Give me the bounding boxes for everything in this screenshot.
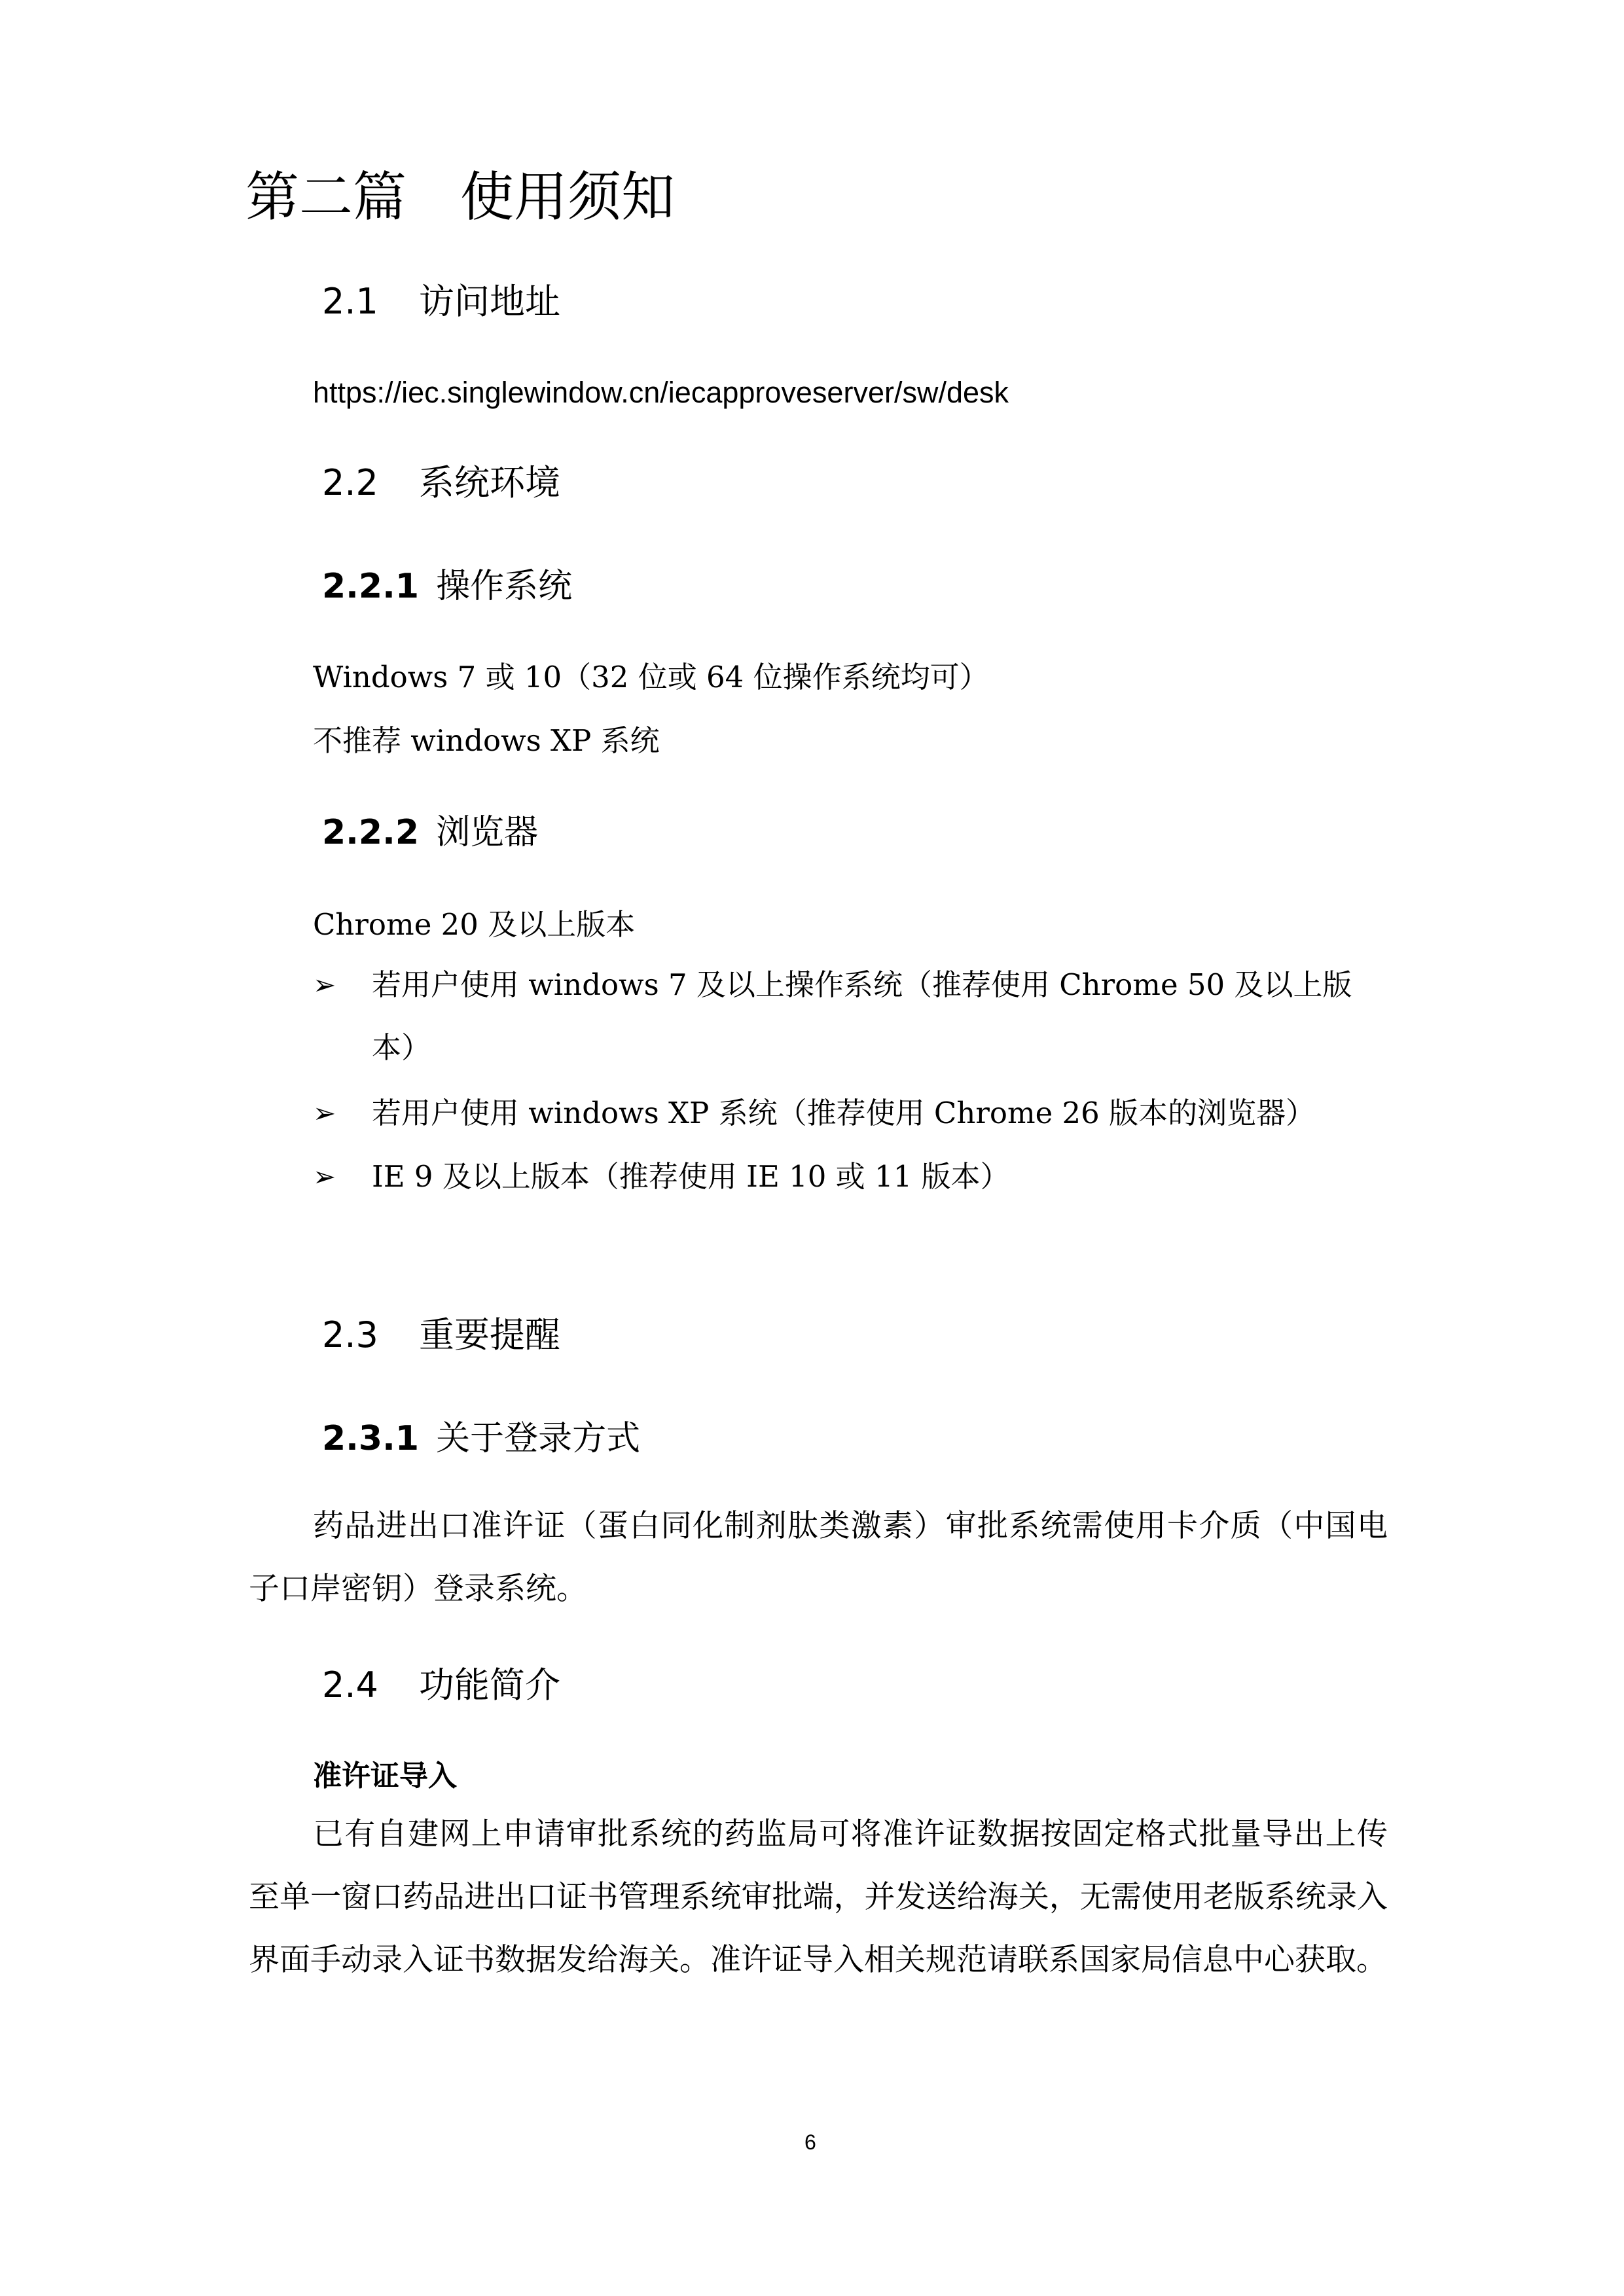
heading-number: 2.2.2 bbox=[322, 813, 420, 852]
heading-2-1 bbox=[322, 278, 560, 325]
heading-number: 2.2.1 bbox=[322, 567, 420, 606]
heading-text: 访问地址 bbox=[419, 281, 560, 322]
bullet-text: IE 9 及以上版本（推荐使用 IE 10 或 11 版本） bbox=[372, 1159, 1010, 1194]
browser-bullet-3 bbox=[313, 1145, 1393, 1208]
heading-number: 2.1 bbox=[322, 281, 378, 322]
bullet-text: 若用户使用 windows XP 系统（推荐使用 Chrome 26 版本的浏览器） bbox=[372, 1096, 1316, 1130]
heading-number: 2.4 bbox=[322, 1664, 378, 1706]
heading-number: 2.2 bbox=[322, 462, 378, 503]
bullet-arrow-icon: ➢ bbox=[313, 1160, 336, 1193]
heading-2-3 bbox=[322, 1312, 560, 1359]
browser-bullet-1 bbox=[313, 954, 1393, 1079]
bullet-arrow-icon: ➢ bbox=[313, 969, 336, 1001]
heading-2-2-2 bbox=[322, 810, 538, 855]
heading-text: 关于登录方式 bbox=[436, 1419, 641, 1458]
feature-title: 准许证导入 bbox=[313, 1759, 457, 1793]
heading-2-2-1 bbox=[322, 564, 572, 609]
browser-bullet-2 bbox=[313, 1082, 1393, 1145]
heading-number: 2.3.1 bbox=[322, 1419, 420, 1458]
heading-text: 功能简介 bbox=[419, 1664, 560, 1706]
browser-line: Chrome 20 及以上版本 bbox=[313, 907, 636, 942]
feature-paragraph: 已有自建网上申请审批系统的药监局可将准许证数据按固定格式批量导出上传至单一窗口药品进出口证书管理系统审批端，并发送给海关，无需使用老版系统录入界面手动录入证书数据发给海关。准许证导入相关规范请联系国家局信息中心获取。 bbox=[249, 1816, 1388, 1978]
heading-2-2 bbox=[322, 459, 560, 507]
heading-2-3-1 bbox=[322, 1416, 640, 1462]
bullet-arrow-icon: ➢ bbox=[313, 1097, 336, 1129]
heading-text: 重要提醒 bbox=[419, 1314, 560, 1355]
heading-text: 操作系统 bbox=[436, 567, 573, 606]
os-line-2: 不推荐 windows XP 系统 bbox=[313, 723, 660, 758]
os-line-1: Windows 7 或 10（32 位或 64 位操作系统均可） bbox=[313, 660, 989, 694]
heading-number: 2.3 bbox=[322, 1314, 378, 1355]
chapter-title: 第二篇 使用须知 bbox=[245, 166, 676, 228]
heading-2-4 bbox=[322, 1662, 560, 1709]
access-url: https://iec.singlewindow.cn/iecapproveserver/sw/desk bbox=[313, 376, 1009, 409]
login-paragraph: 药品进出口准许证（蛋白同化制剂肽类激素）审批系统需使用卡介质（中国电子口岸密钥）登录系统。 bbox=[249, 1508, 1388, 1607]
bullet-text: 若用户使用 windows 7 及以上操作系统（推荐使用 Chrome 50 及以上版本） bbox=[372, 967, 1352, 1065]
heading-text: 系统环境 bbox=[419, 462, 560, 503]
page-number: 6 bbox=[804, 2130, 816, 2154]
heading-text: 浏览器 bbox=[436, 813, 539, 852]
